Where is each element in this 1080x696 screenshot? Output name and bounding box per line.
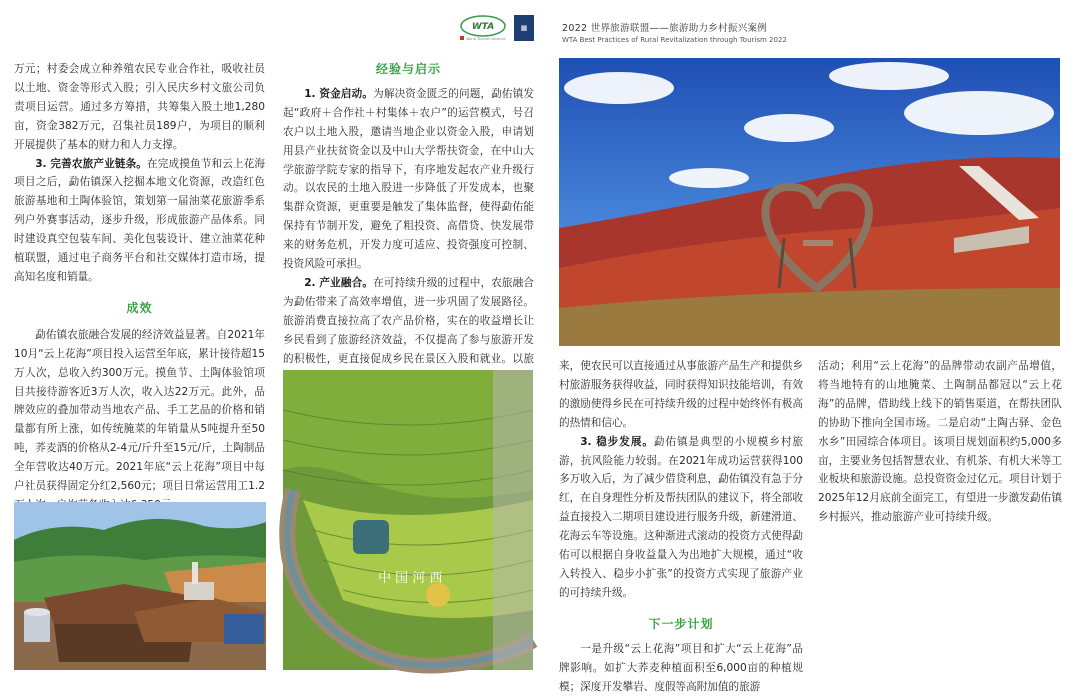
- col2-p2-heading: 2. 产业融合。: [304, 276, 374, 289]
- col3-paragraph-2: [559, 433, 803, 603]
- partner-logo: ▦: [514, 15, 534, 41]
- col3-p2-body: 勐佑镇是典型的小规模乡村旅游，抗风险能力较弱。在2021年成功运营获得100多万收入后，为了减少借贷利息，勐佑镇没有急于分红，在自身理性分析及帮扶团队的建议下，将全部收益直接投入二期项目建设进行服务升级，新建滑道、花海云车等设施。这种渐进式滚动的投资方式使得勐佑可以根据自身收益量入为出地扩大规模，通过“收入转投入、稳步小扩张”的投资方式实现了旅游产业的可持续升级。: [559, 435, 803, 599]
- col2-p1-heading: 1. 资金启动。: [304, 87, 374, 100]
- wta-logo-sub: World Tourism Alliance: [466, 37, 506, 41]
- column-1: [14, 60, 265, 515]
- wta-logo-text: WTA: [471, 22, 495, 32]
- col2-p1-body: 为解决资金匮乏的问题，勐佑镇发起“政府＋合作社＋村集体＋农户”的运营模式，号召农户以土地入股，邀请当地企业以资金入股，申请划用县产业扶贫资金以及中山大学帮扶资金，在中山大学旅游学院专家的指导下，有序地发起农产业升级行动。以农民的土地入股进一步降低了开发成本，也聚集群众资源，更重要是触发了集体监督，使得勐佑能保持有节制开发，避免了粗投资、高借贷、快发展带来的财务危机，开发力度可适应、投资强度可控制、投资风险可承担。: [283, 87, 534, 271]
- section-title-results: 成效: [126, 300, 153, 315]
- col3-paragraph-1: 来，使农民可以直接通过从事旅游产品生产和提供乡村旅游服务获得收益，同时获得知识技能培训，有效的激励使得乡民在可持续升级的过程中始终怀有极高的热情和信心。: [559, 360, 803, 429]
- section-title-lessons: 经验与启示: [375, 62, 441, 76]
- column-2: [283, 60, 534, 387]
- col3-paragraph-3: 一是升级“云上花海”项目和扩大“云上花海”品牌影响。如扩大荞麦种植面积至6,000亩的种植规模；深度开发攀岩、度假等高附加值的旅游: [559, 642, 803, 693]
- village-photo: [14, 502, 266, 670]
- col2-p2-body: 在可持续升级的过程中，农旅融合为勐佑带来了高效率增值，进一步巩固了发展路径。旅游消费直接拉高了农产品价格，实在的收益增长让乡民看到了旅游经济效益，不仅提高了参与旅游开发的积极性，更直接促成乡民在景区入股和就业。以旅: [283, 276, 534, 365]
- col1-paragraph-1: 万元；村委会成立种养殖农民专业合作社，吸收社员以土地、资金等形式入股；引入民庆乡村文旅公司负责项目运营。通过多方筹措，共筹集入股土地1,280亩，资金382万元，召集社员189户，为项目的顺利开展提供了基本的财力和人力支撑。: [14, 63, 265, 151]
- page-header: [562, 20, 787, 44]
- col2-paragraph-1: [283, 85, 534, 274]
- col1-p2-heading: 3. 完善农旅产业链条。: [35, 157, 148, 170]
- col1-paragraph-2: [14, 155, 265, 287]
- col1-paragraph-3: 勐佑镇农旅融合发展的经济效益显著。自2021年10月“云上花海”项目投入运营至年底，累计接待超15万人次，总收入约300万元。摸鱼节、土陶体验馆项目共接待游客近3万人次，收入达22万元。此外，品牌效应的叠加带动当地农产品、手工艺品的价格和销量都有所上涨，如传统腌菜的年销量从5吨提升至50吨，荞麦酒的价格从2-4元/斤升至15元/斤，土陶制品全年营收达40万元。2021年底“云上花海”项目中每户社员获得固定分红2,560元；项目日常运营用工1.2: [14, 328, 265, 493]
- header-title-cn: 2022 世界旅游联盟——旅游助力乡村振兴案例: [562, 23, 768, 34]
- header-title-en: WTA Best Practices of Rural Revitalization through Tourism 2022: [562, 36, 787, 44]
- col4-paragraph-1: 活动；利用“云上花海”的品牌带动农副产品增值，将当地特有的山地腌菜、土陶制品都冠以“云上花海”的品牌，借助线上线下的销售渠道，在帮扶团队的协助下推向全国市场。二是启动“土陶古驿、金色水乡”田园综合体项目。该项目规划面积约5,000多亩，主要业务包括智慧农业、有机茶、有机大米等工业板块和旅游设施。总投资资金过亿元。项目计划于2025年12月底前全面完工，有望进一步激发勐佑镇乡村振兴，推动旅游产业可持续升级。: [818, 360, 1062, 524]
- heart-swing-photo: [559, 58, 1060, 346]
- column-3: [559, 357, 803, 696]
- col3-p2-heading: 3. 稳步发展。: [580, 435, 654, 448]
- header-logos: [458, 14, 534, 42]
- wta-logo: [458, 14, 508, 42]
- column-4: [818, 357, 1062, 527]
- aerial-map-text: 中 国 河 西: [378, 571, 443, 586]
- col1-p2-body: 在完成摸鱼节和云上花海项目之后，勐佑镇深入挖掘本地文化资源，改造红色旅游基地和土陶体验馆，策划第一届油菜花旅游季系列户外赛事活动，逐步升级，形成旅游产品体系。同时建设真空包装车间、美化包装设计、建立油菜花种植联盟，通过电子商务平台和社交媒体打造市场，提高知名度和销量。: [14, 157, 265, 283]
- aerial-fields-photo: [283, 370, 533, 670]
- section-title-next: 下一步计划: [648, 616, 714, 631]
